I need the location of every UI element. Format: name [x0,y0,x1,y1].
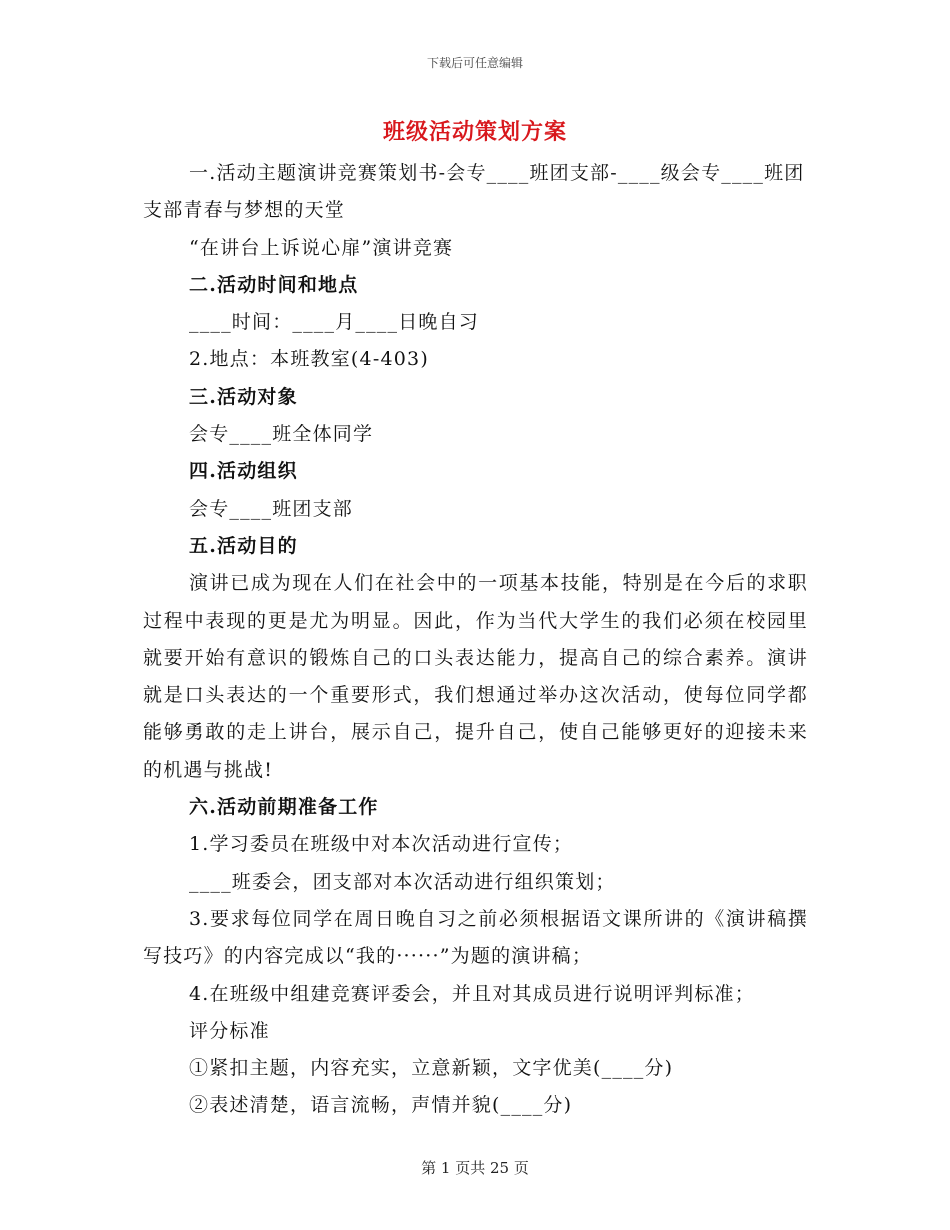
section-2-heading: 二.活动时间和地点 [189,273,359,296]
activity-time: ____时间：____月____日晚自习 [189,311,480,334]
prep-item-1: 1.学习委员在班级中对本次活动进行宣传； [189,833,574,856]
competition-name: “在讲台上诉说心扉”演讲竞赛 [189,236,454,259]
section-6-heading: 六.活动前期准备工作 [189,796,379,819]
prep-item-2: ____班委会，团支部对本次活动进行组织策划； [189,870,616,893]
scoring-criteria-heading: 评分标准 [189,1019,270,1042]
section-3-heading: 三.活动对象 [189,385,298,408]
page-number: 第 1 页共 25 页 [421,1159,529,1177]
header-note: 下载后可任意编辑 [426,56,523,70]
document-title: 班级活动策划方案 [382,119,567,145]
scoring-criterion-1: ①紧扣主题，内容充实，立意新颖，文字优美(____分) [189,1057,674,1080]
activity-purpose: 演讲已成为现在人们在社会中的一项基本技能，特别是在今后的求职过程中表现的更是尤为明显。因此，作为当代大学生的我们必须在校园里就要开始有意识的锻炼自己的口头表达能力，提高自己的综合素养。演讲就是口头表达的一个重要形式，我们想通过举办这次活动，使每位同学都能够勇敢的走上讲台，展示自己，提升自己，使自己能够更好的迎接未来的机遇与挑战! [143,572,808,781]
section-5-heading: 五.活动目的 [189,534,298,557]
document-body [143,155,808,1125]
section-4-heading: 四.活动组织 [189,460,298,483]
scoring-criterion-2: ②表述清楚，语言流畅，声情并貌(____分) [189,1094,573,1117]
activity-organizer: 会专____班团支部 [189,497,354,520]
prep-item-4: 4.在班级中组建竞赛评委会，并且对其成员进行说明评判标准； [189,982,755,1005]
activity-location: 2.地点：本班教室(4-403) [189,348,429,371]
activity-participants: 会专____班全体同学 [189,423,374,446]
prep-item-3: 3.要求每位同学在周日晚自习之前必须根据语文课所讲的《演讲稿撰写技巧》的内容完成以“我的······”为题的演讲稿； [143,907,808,968]
section-1-topic: 一.活动主题演讲竞赛策划书-会专____班团支部-____级会专____班团支部青春与梦想的天堂 [143,162,805,222]
